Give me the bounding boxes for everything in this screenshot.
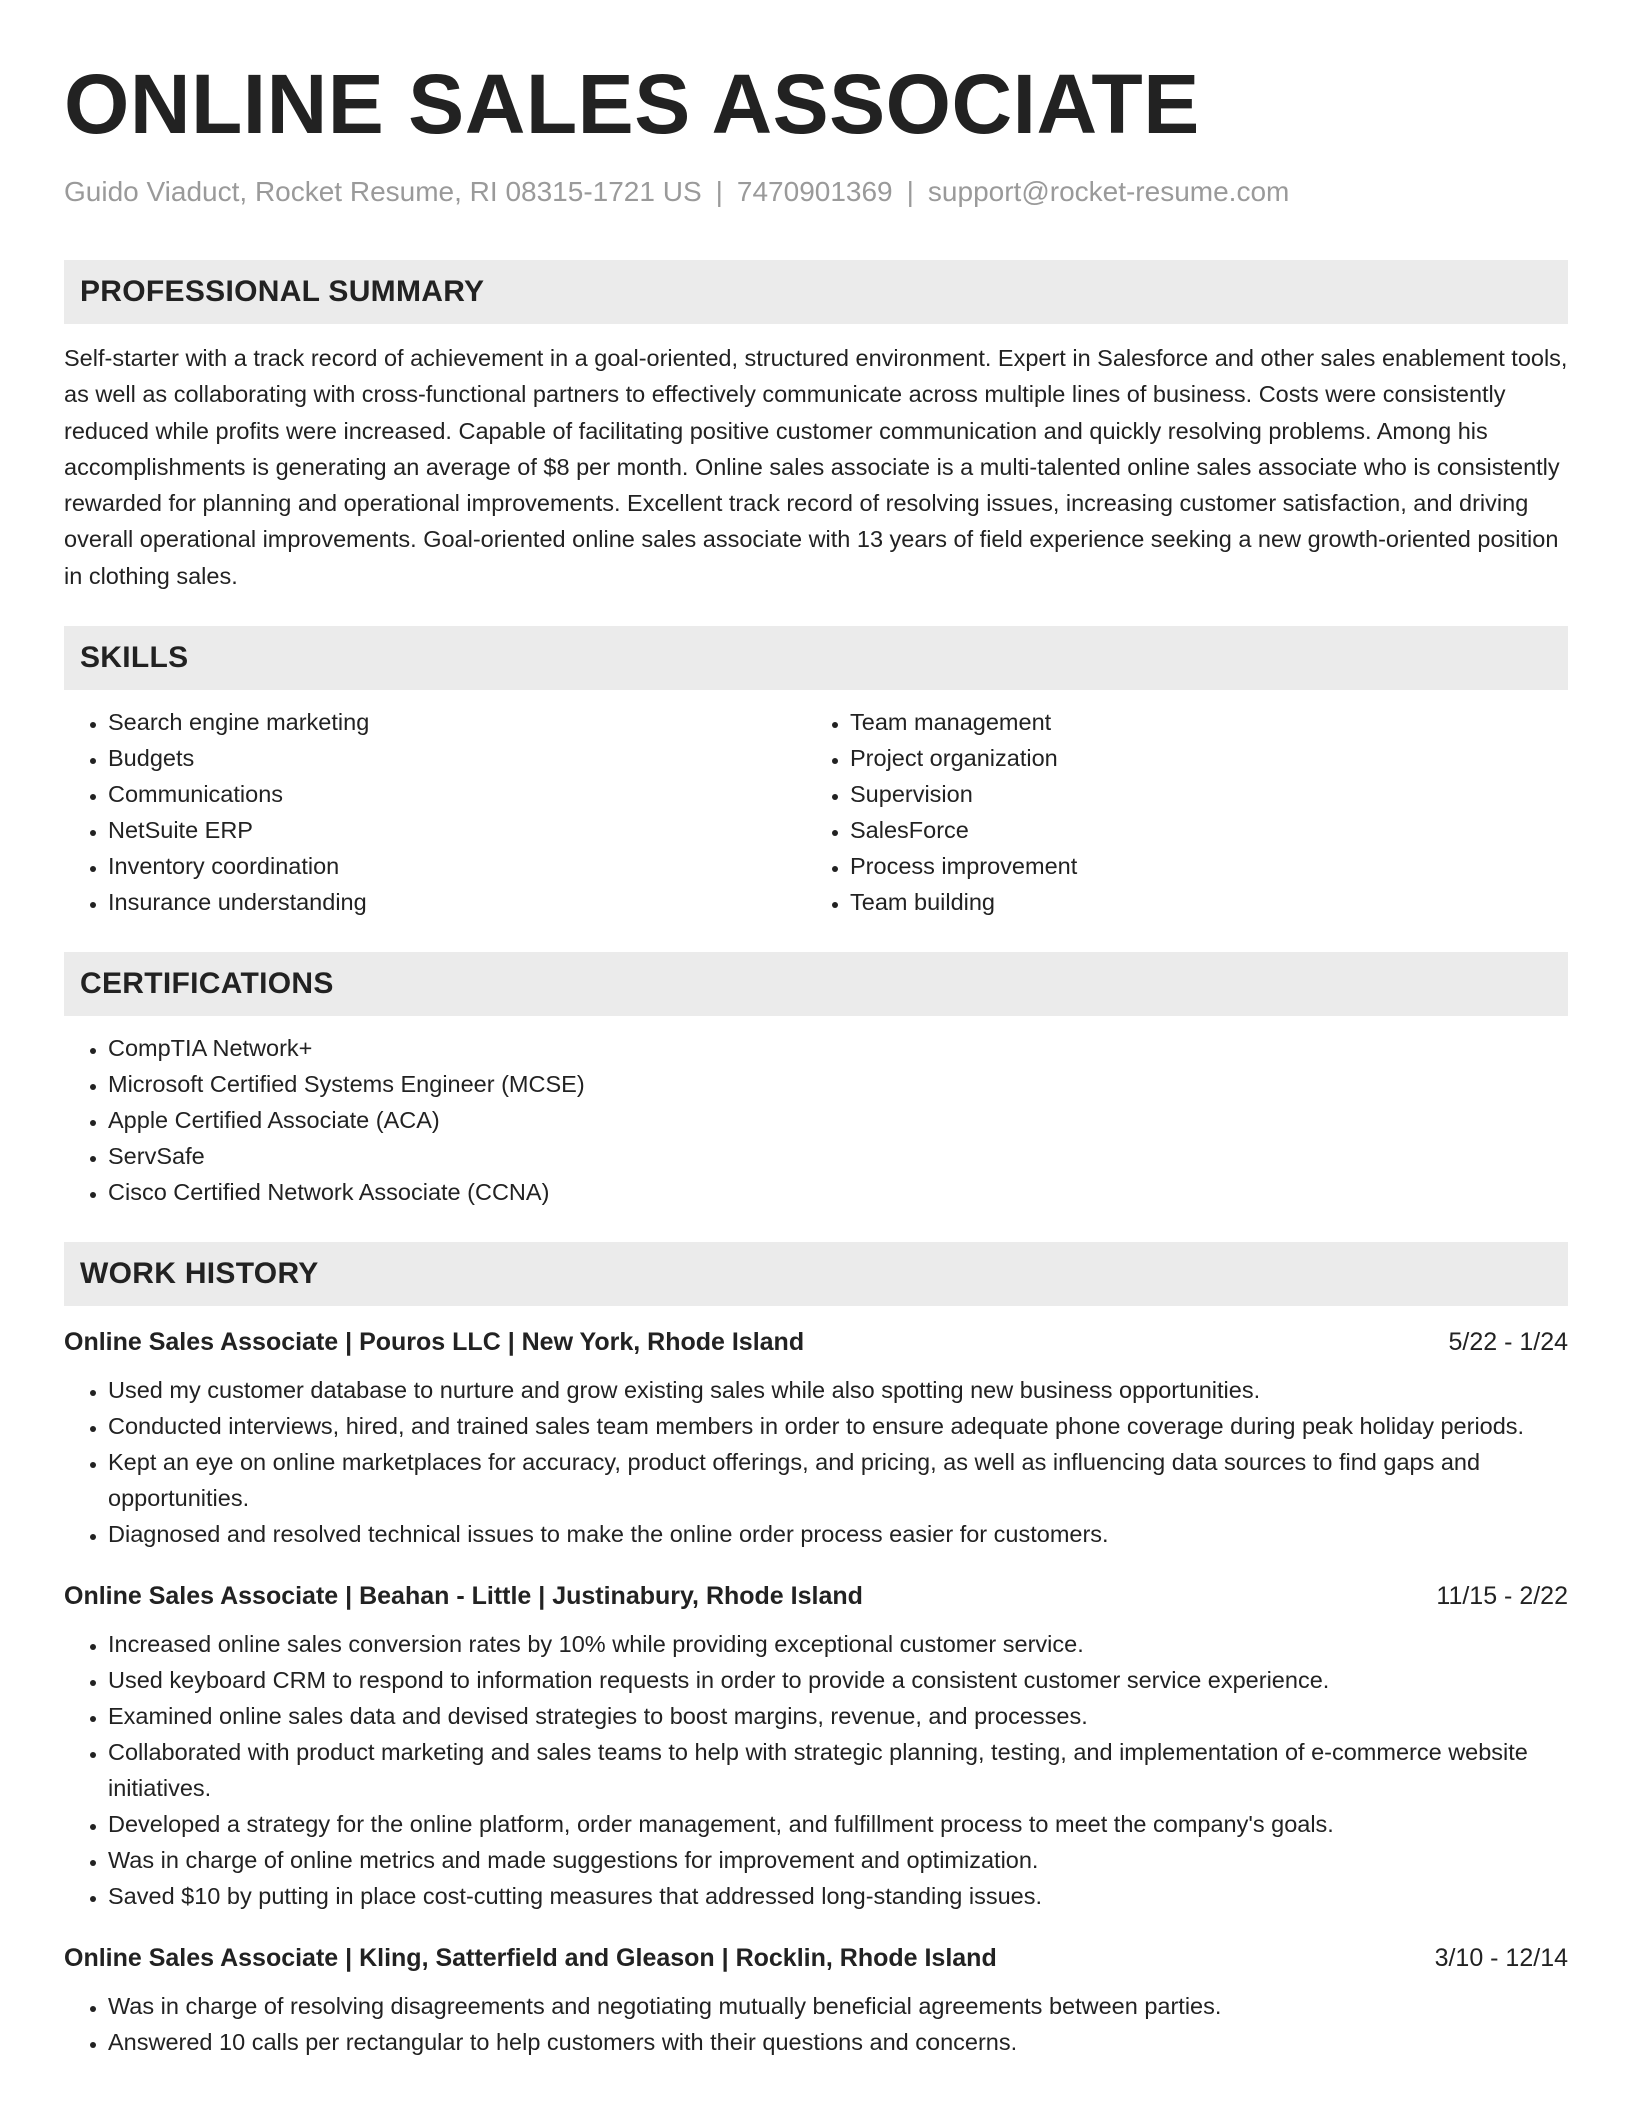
resume-page [64, 0, 1568, 2060]
section-heading-summary: PROFESSIONAL SUMMARY [64, 260, 1568, 324]
job-bullet: • Used my customer database to nurture and grow existing sales while also spotting new business opportunities. [108, 1372, 1568, 1408]
job-header [64, 1940, 1568, 1976]
certification-item: • CompTIA Network+ [108, 1030, 1568, 1066]
contact-address: Guido Viaduct, Rocket Resume, RI 08315-1721 US [64, 176, 702, 207]
job-bullet-list [64, 1626, 1568, 1914]
job-entry [64, 1940, 1568, 2060]
job-header [64, 1324, 1568, 1360]
skill-item: • Supervision [850, 776, 1548, 812]
certification-item: • Apple Certified Associate (ACA) [108, 1102, 1568, 1138]
skill-item: • Team building [850, 884, 1548, 920]
skill-item: • Inventory coordination [108, 848, 806, 884]
contact-separator: | [906, 176, 914, 207]
job-dates: 3/10 - 12/14 [1434, 1944, 1568, 1973]
skill-item: • Process improvement [850, 848, 1548, 884]
summary-text: Self-starter with a track record of achievement in a goal-oriented, structured environment. Expert in Salesforce and other sales enablement tools, as well as collaborating with cross-functional partners to effectively communicate across multiple lines of business. Costs were consistently reduced while profits were increased. Capable of facilitating positive customer communication and quickly resolving problems. Among his accomplishments is generating an average of $8 per month. Online sales associate is a multi-talented online sales associate who is consistently rewarded for planning and operational improvements. Excellent track record of resolving issues, increasing customer satisfaction, and driving overall operational improvements. Goal-oriented online sales associate with 13 years of field experience seeking a new growth-oriented position in clothing sales. [64, 345, 1568, 589]
skill-item: • SalesForce [850, 812, 1548, 848]
skill-item: • Project organization [850, 740, 1548, 776]
resume-title: ONLINE SALES ASSOCIATE [64, 57, 1200, 151]
section-heading-work-history: WORK HISTORY [64, 1242, 1568, 1306]
job-bullet: • Answered 10 calls per rectangular to help customers with their questions and concerns. [108, 2024, 1568, 2060]
job-bullet: • Was in charge of online metrics and made suggestions for improvement and optimization. [108, 1842, 1568, 1878]
skills-list-left [64, 704, 806, 920]
job-bullet: • Diagnosed and resolved technical issues to make the online order process easier for customers. [108, 1516, 1568, 1552]
job-bullet: • Conducted interviews, hired, and trained sales team members in order to ensure adequate phone coverage during peak holiday periods. [108, 1408, 1568, 1444]
job-header [64, 1578, 1568, 1614]
job-entry [64, 1324, 1568, 1552]
certification-item: • ServSafe [108, 1138, 1568, 1174]
skills-columns [64, 704, 1568, 920]
section-heading-certifications: CERTIFICATIONS [64, 952, 1568, 1016]
certifications-list [64, 1030, 1568, 1210]
contact-separator: | [715, 176, 723, 207]
job-bullet: • Collaborated with product marketing and sales teams to help with strategic planning, testing, and implementation of e-commerce website initiatives. [108, 1734, 1568, 1806]
job-bullet-list [64, 1372, 1568, 1552]
skill-item: • Insurance understanding [108, 884, 806, 920]
job-bullet: • Increased online sales conversion rates by 10% while providing exceptional customer service. [108, 1626, 1568, 1662]
contact-email: support@rocket-resume.com [927, 176, 1290, 207]
job-dates: 5/22 - 1/24 [1448, 1328, 1568, 1357]
skill-item: • Team management [850, 704, 1548, 740]
contact-phone: 7470901369 [736, 176, 893, 207]
job-bullet-list [64, 1988, 1568, 2060]
job-title: Online Sales Associate | Pouros LLC | New York, Rhode Island [64, 1328, 805, 1357]
skill-item: • NetSuite ERP [108, 812, 806, 848]
job-title: Online Sales Associate | Beahan - Little | Justinabury, Rhode Island [64, 1582, 863, 1611]
job-bullet: • Used keyboard CRM to respond to information requests in order to provide a consistent customer service experience. [108, 1662, 1568, 1698]
job-entry [64, 1578, 1568, 1914]
skill-item: • Budgets [108, 740, 806, 776]
job-bullet: • Saved $10 by putting in place cost-cutting measures that addressed long-standing issues. [108, 1878, 1568, 1914]
skill-item: • Communications [108, 776, 806, 812]
job-bullet: • Kept an eye on online marketplaces for accuracy, product offerings, and pricing, as well as influencing data sources to find gaps and opportunities. [108, 1444, 1568, 1516]
job-bullet: • Was in charge of resolving disagreements and negotiating mutually beneficial agreements between parties. [108, 1988, 1568, 2024]
job-dates: 11/15 - 2/22 [1436, 1582, 1568, 1611]
contact-line [64, 174, 1568, 210]
section-heading-skills: SKILLS [64, 626, 1568, 690]
certification-item: • Cisco Certified Network Associate (CCNA) [108, 1174, 1568, 1210]
skill-item: • Search engine marketing [108, 704, 806, 740]
job-bullet: • Developed a strategy for the online platform, order management, and fulfillment process to meet the company's goals. [108, 1806, 1568, 1842]
job-title: Online Sales Associate | Kling, Satterfield and Gleason | Rocklin, Rhode Island [64, 1944, 997, 1973]
skills-list-right [806, 704, 1548, 920]
job-bullet: • Examined online sales data and devised strategies to boost margins, revenue, and processes. [108, 1698, 1568, 1734]
certification-item: • Microsoft Certified Systems Engineer (MCSE) [108, 1066, 1568, 1102]
